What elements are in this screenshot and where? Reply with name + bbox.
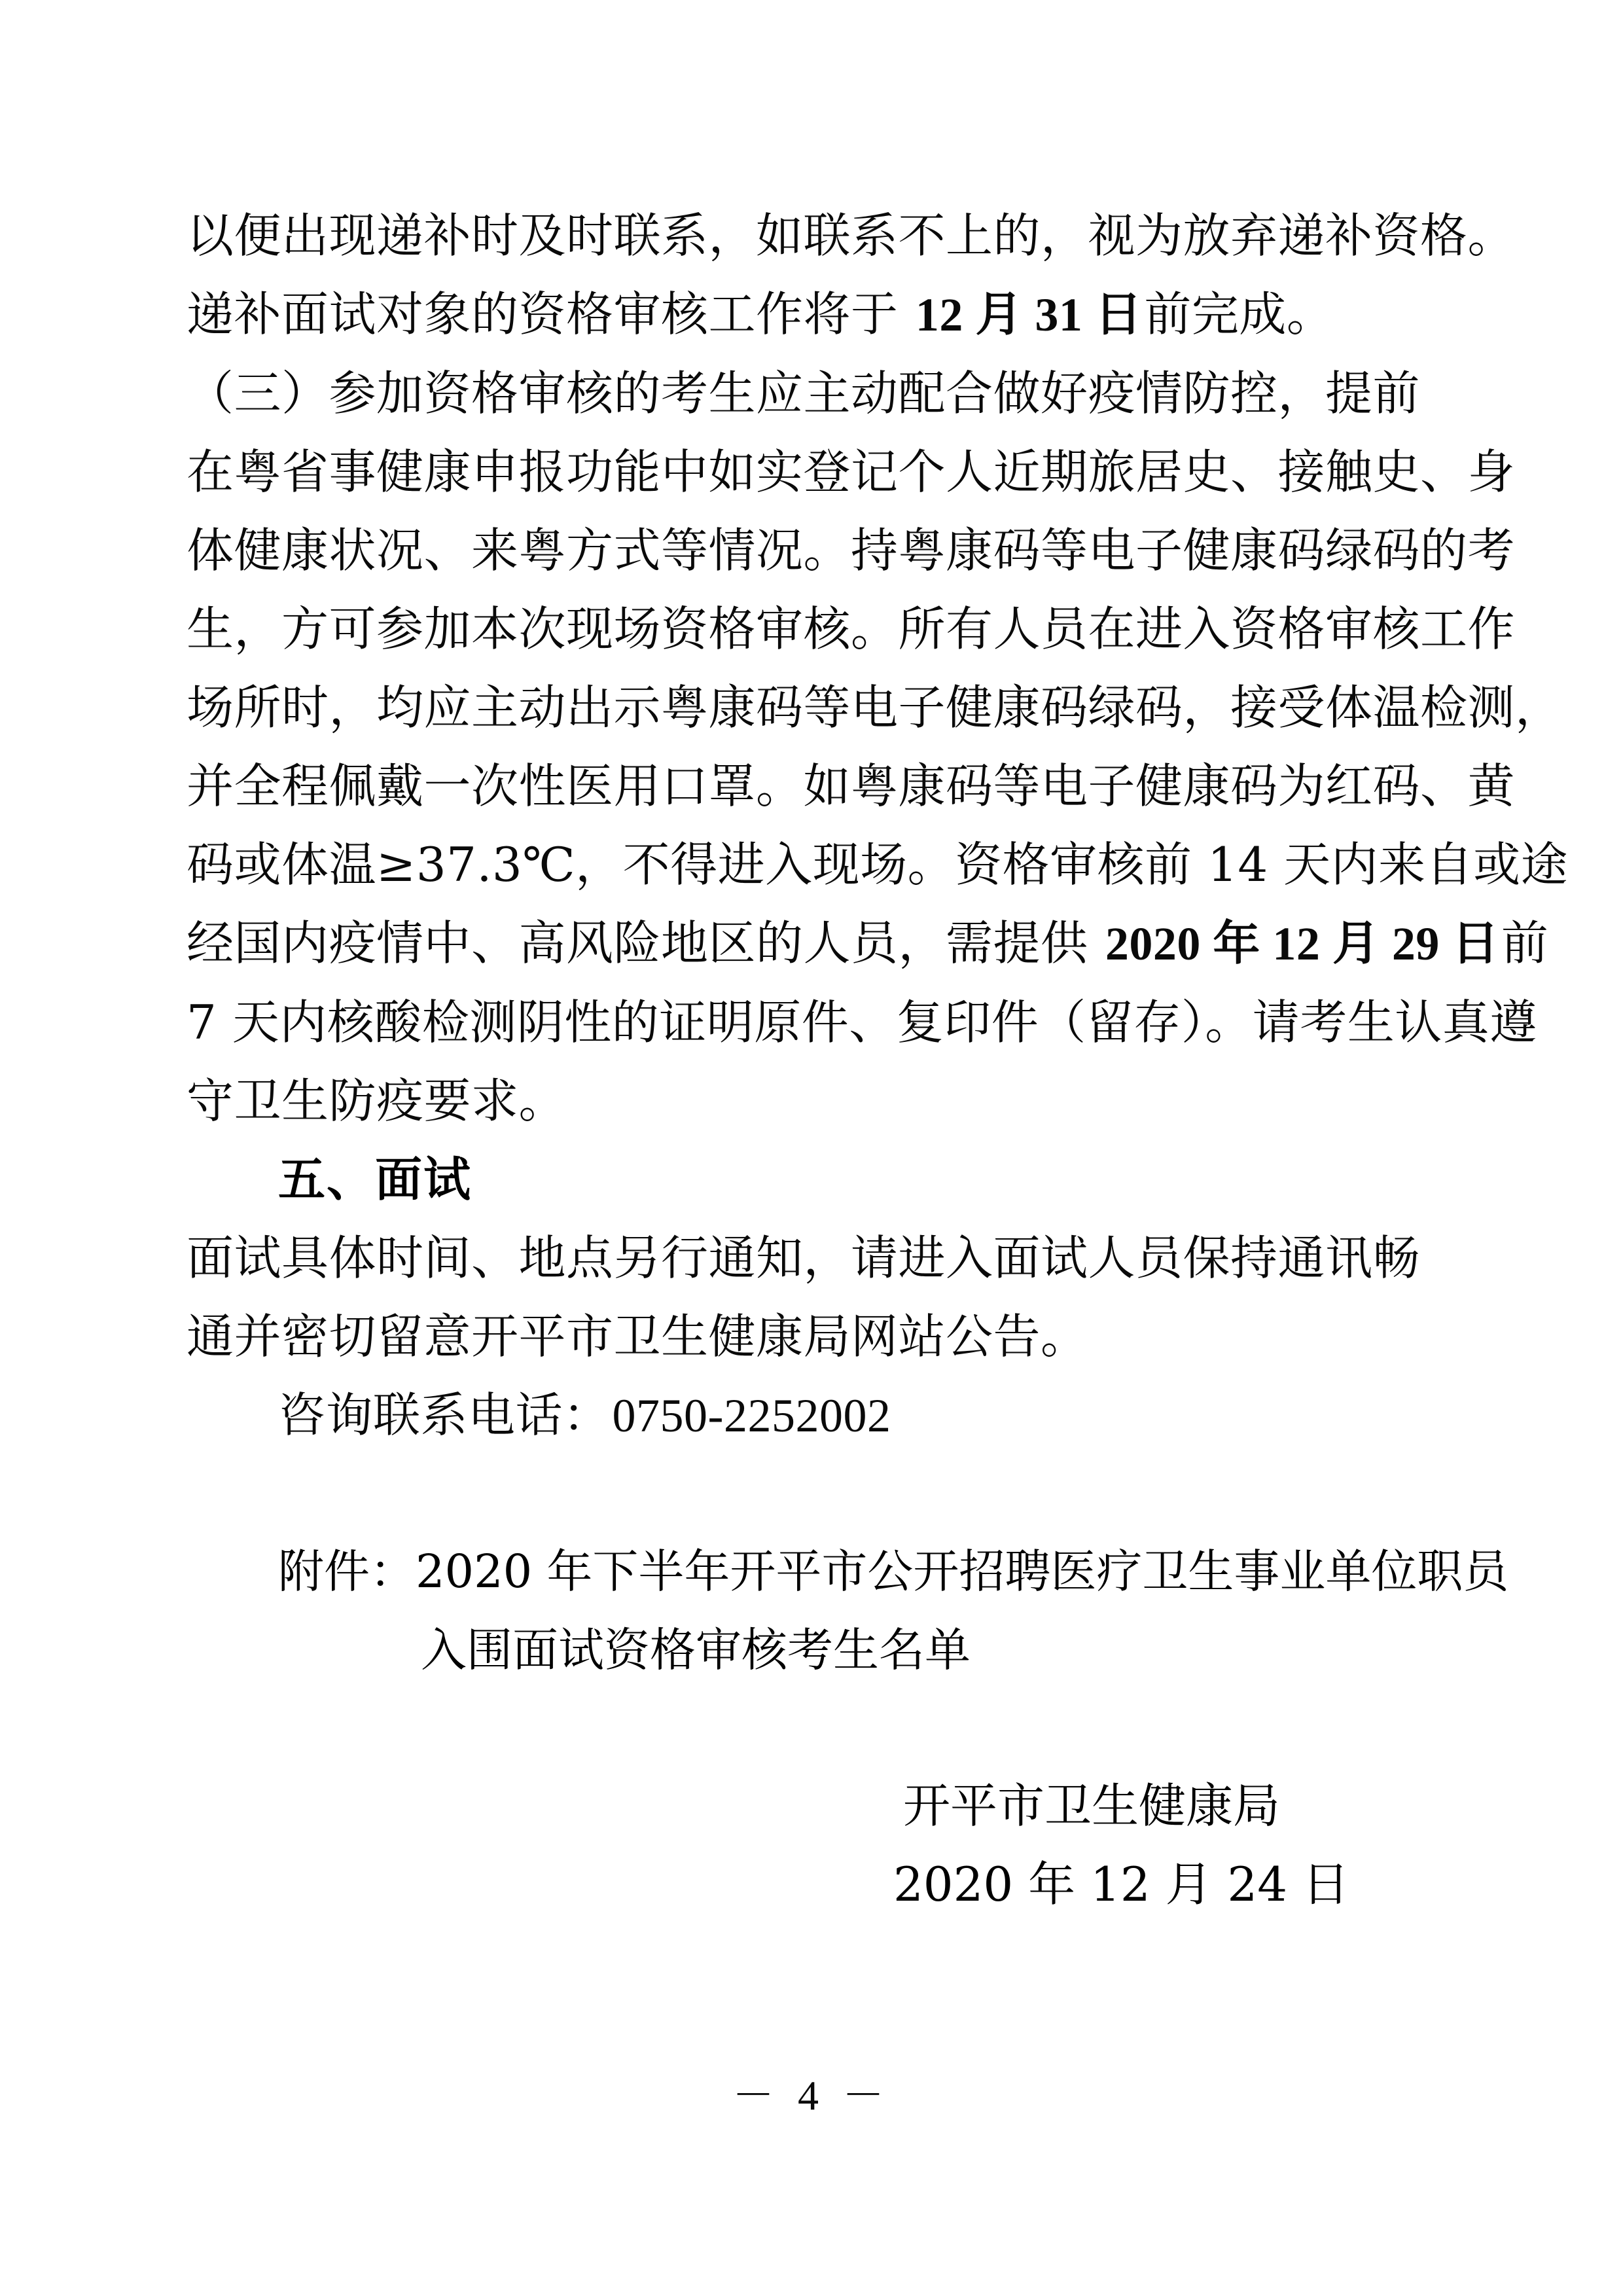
- attachment-line-1: 附件：2020 年下半年开平市公开招聘医疗卫生事业单位职员: [278, 1545, 1509, 1598]
- line-text-suffix: 前: [1501, 916, 1549, 971]
- nucleic-acid-date-bold: 2020 年 12 月 29 日: [1105, 918, 1499, 970]
- contact-phone-line: [187, 1376, 1433, 1455]
- paragraph-continuation: [187, 196, 1516, 354]
- paragraph-line: [187, 275, 1433, 354]
- contact-label: 咨询联系电话：: [278, 1388, 611, 1443]
- spacer: [187, 1689, 1433, 1767]
- paragraph-line: 在粤省事健康申报功能中如实登记个人近期旅居史、接触史、身: [187, 444, 1516, 499]
- attachment-line-2: 入围面试资格审核考生名单: [421, 1623, 971, 1677]
- signature-block: [187, 1767, 1433, 1924]
- paragraph-line: 生，方可参加本次现场资格审核。所有人员在进入资格审核工作: [187, 601, 1516, 656]
- section-five: [187, 1140, 1433, 1455]
- paragraph-line: 通并密切留意开平市卫生健康局网站公告。: [187, 1309, 1088, 1364]
- section-heading-five: 五、面试: [278, 1152, 473, 1207]
- issue-date: 2020 年 12 月 24 日: [893, 1857, 1349, 1912]
- line-text-prefix: 经国内疫情中、高风险地区的人员，需提供: [187, 916, 1103, 971]
- contact-phone-number: 0750-2252002: [612, 1390, 891, 1442]
- document-body: [187, 196, 1569, 1924]
- paragraph-line: 以便出现递补时及时联系，如联系不上的，视为放弃递补资格。: [187, 208, 1516, 263]
- paragraph-line: 面试具体时间、地点另行通知，请进入面试人员保持通讯畅: [187, 1230, 1421, 1285]
- attachment-block: [187, 1532, 1509, 1689]
- paragraph-line: 守卫生防疫要求。: [187, 1073, 567, 1128]
- paragraph-line: 码或体温≥37.3℃，不得进入现场。资格审核前 14 天内来自或途: [187, 837, 1569, 892]
- paragraph-line: 7 天内核酸检测阴性的证明原件、复印件（留存）。请考生认真遵: [187, 995, 1537, 1050]
- paragraph-line: 并全程佩戴一次性医用口罩。如粤康码等电子健康码为红码、黄: [187, 759, 1516, 814]
- paragraph-line: （三）参加资格审核的考生应主动配合做好疫情防控，提前: [187, 366, 1421, 421]
- spacer: [187, 1455, 1433, 1532]
- issuing-organization: 开平市卫生健康局: [903, 1778, 1281, 1833]
- line-text-suffix: 前完成。: [1144, 287, 1334, 342]
- paragraph-item-three: [187, 354, 1569, 1140]
- paragraph-line: 场所时，均应主动出示粤康码等电子健康码绿码，接受体温检测，: [187, 680, 1563, 735]
- page-number: － 4 －: [732, 2072, 891, 2119]
- line-text-prefix: 递补面试对象的资格审核工作将于: [187, 287, 914, 342]
- paragraph-line: 体健康状况、来粤方式等情况。持粤康码等电子健康码绿码的考: [187, 523, 1516, 578]
- paragraph-line: [187, 904, 1549, 983]
- deadline-date-bold: 12 月 31 日: [915, 289, 1143, 341]
